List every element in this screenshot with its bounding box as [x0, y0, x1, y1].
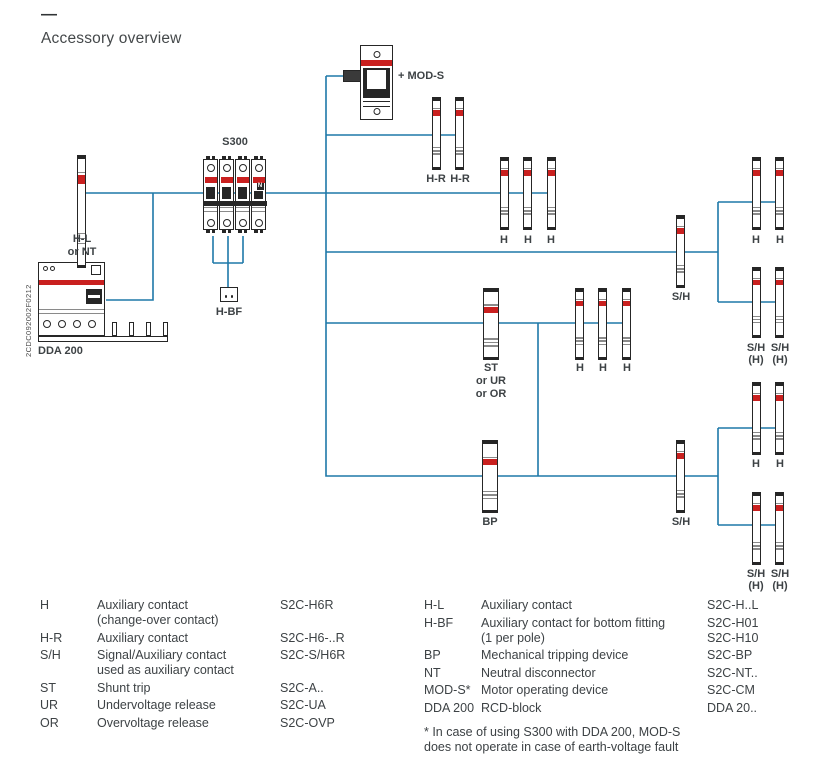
- legend-row-st: [40, 681, 390, 696]
- legend-description: Shunt trip: [97, 680, 151, 695]
- device-h-r-1: [432, 97, 441, 170]
- legend-code: S2C-H6-..R: [280, 630, 345, 645]
- eyebrow-dash: —: [41, 6, 57, 23]
- legend-row-h-r: [40, 631, 390, 646]
- s300-neutral-marker: N: [257, 183, 263, 189]
- legend-term: DDA 200: [424, 700, 475, 715]
- device-mod-s: [360, 45, 393, 120]
- label-s-h-h-lower-1a: S/H: [746, 568, 766, 580]
- legend-term: S/H: [40, 648, 61, 662]
- label-h-upper-2: H: [776, 234, 784, 246]
- label-h-2: H: [524, 234, 532, 246]
- label-st-1: ST: [483, 362, 499, 374]
- legend-code: S2C-H..L: [707, 598, 759, 612]
- label-h-lower-2: H: [776, 458, 784, 470]
- dda-red-band: [39, 280, 104, 285]
- s300-pole-1: [203, 159, 218, 230]
- legend-row-h-l: [424, 598, 786, 613]
- legend-description: Auxiliary contact for bottom fitting (1 per pole): [481, 615, 666, 645]
- din-rail-clip: [112, 322, 117, 336]
- din-rail-clip: [129, 322, 134, 336]
- legend-description: Mechanical tripping device: [481, 648, 629, 662]
- device-h-upper-2: [775, 157, 784, 230]
- device-s-h-h-upper-2: [775, 267, 784, 338]
- legend-description: Undervoltage release: [97, 698, 216, 712]
- device-bp: [482, 440, 498, 513]
- legend-row-or: [40, 716, 390, 731]
- device-h-r-2: [455, 97, 464, 170]
- device-s-h-h-lower-2: [775, 492, 784, 565]
- legend-row-h: [40, 598, 390, 628]
- label-h-4: H: [576, 362, 584, 374]
- device-h-lower-1: [752, 382, 761, 455]
- label-h-5: H: [599, 362, 607, 374]
- label-h-1: H: [500, 234, 508, 246]
- s300-pole-3: [235, 159, 250, 230]
- dda-test-button: [91, 265, 101, 275]
- label-s-h-upper: S/H: [671, 291, 691, 303]
- device-h-bf: [220, 287, 238, 302]
- legend-description: Overvoltage release: [97, 715, 209, 730]
- device-s-h-upper: [676, 215, 685, 288]
- label-h-lower-1: H: [752, 458, 760, 470]
- label-h-r-2: H-R: [450, 173, 470, 185]
- device-dda-200: [38, 262, 170, 344]
- s300-handle-bar: [203, 201, 267, 206]
- mod-s-red-band: [361, 60, 392, 66]
- legend-code: S2C-H6R: [280, 598, 334, 612]
- legend-description: Motor operating device: [481, 683, 609, 697]
- page-title: Accessory overview: [41, 30, 182, 47]
- legend-code: S2C-OVP: [280, 715, 335, 730]
- device-h-1: [500, 157, 509, 230]
- label-s-h-h-upper-2b: (H): [772, 354, 788, 366]
- device-h-lower-2: [775, 382, 784, 455]
- din-rail: [38, 336, 168, 342]
- label-h-3: H: [547, 234, 555, 246]
- mod-s-connector: [343, 70, 361, 82]
- label-h-bf: H-BF: [215, 306, 243, 318]
- legend-row-s-h: [40, 648, 390, 678]
- device-s-h-lower: [676, 440, 685, 513]
- dda-body: [38, 262, 105, 336]
- legend-row-mod-s: [424, 683, 786, 698]
- device-h-6: [622, 288, 631, 360]
- legend-term: BP: [424, 648, 441, 662]
- label-st-2: or UR: [476, 375, 506, 387]
- s300-pole-neutral: [251, 159, 266, 230]
- legend-code: S2C-UA: [280, 698, 326, 712]
- legend-code: S2C-NT..: [707, 665, 758, 680]
- din-rail-clip: [163, 322, 168, 336]
- label-dda-200: DDA 200: [38, 345, 83, 357]
- legend-term: H-R: [40, 630, 63, 645]
- legend-description: Neutral disconnector: [481, 665, 596, 680]
- legend-description: Auxiliary contact (change-over contact): [97, 598, 219, 627]
- label-h-l-2: or NT: [67, 246, 97, 258]
- device-s-h-h-lower-1: [752, 492, 761, 565]
- label-s-h-h-upper-2a: S/H: [770, 342, 790, 354]
- wire: [326, 76, 718, 476]
- legend-code: S2C-BP: [707, 648, 753, 662]
- label-s-h-h-lower-2a: S/H: [770, 568, 790, 580]
- device-s-h-h-upper-1: [752, 267, 761, 338]
- legend-code: DDA 20..: [707, 700, 758, 715]
- device-h-5: [598, 288, 607, 360]
- device-h-4: [575, 288, 584, 360]
- legend-description: Auxiliary contact: [481, 598, 573, 612]
- legend-left-column: [40, 598, 390, 733]
- legend-term: NT: [424, 665, 441, 680]
- mod-s-top-terminal: [373, 51, 380, 58]
- label-s-h-h-lower-1b: (H): [748, 580, 764, 592]
- legend-term: MOD-S*: [424, 683, 471, 697]
- label-s-h-lower: S/H: [671, 516, 691, 528]
- mod-s-bottom-terminal: [373, 108, 380, 115]
- device-h-2: [523, 157, 532, 230]
- legend-description: Signal/Auxiliary contact used as auxiliary contact: [97, 648, 234, 677]
- legend-term: H-L: [424, 598, 445, 612]
- label-mod-s: + MOD-S: [398, 70, 445, 82]
- legend-description: Auxiliary contact: [97, 630, 189, 645]
- legend-term: H: [40, 598, 50, 612]
- legend-row-h-bf: [424, 616, 786, 646]
- label-s-h-h-lower-2b: (H): [772, 580, 788, 592]
- legend-row-dda-200: [424, 701, 786, 716]
- label-h-r-1: H-R: [426, 173, 446, 185]
- s300-pole-2: [219, 159, 234, 230]
- legend-description: RCD-block: [481, 700, 542, 715]
- legend-row-bp: [424, 648, 786, 663]
- device-s300: [203, 156, 267, 233]
- legend-code: S2C-S/H6R: [280, 648, 346, 662]
- legend-term: H-BF: [424, 615, 454, 630]
- label-s-h-h-upper-1a: S/H: [746, 342, 766, 354]
- mod-s-window: [367, 70, 386, 89]
- label-s-h-h-upper-1b: (H): [748, 354, 764, 366]
- label-h-l-1: H-L: [72, 233, 92, 245]
- device-st: [483, 288, 499, 360]
- label-st-3: or OR: [475, 388, 507, 400]
- document-code-vertical: 2CDC092002F0212: [24, 284, 33, 357]
- label-s300: S300: [222, 136, 248, 148]
- label-h-upper-1: H: [752, 234, 760, 246]
- legend-term: OR: [40, 715, 59, 730]
- legend-row-ur: [40, 698, 390, 713]
- legend-right-column: [424, 598, 786, 755]
- device-h-3: [547, 157, 556, 230]
- legend-term: UR: [40, 698, 59, 712]
- legend-term: ST: [40, 680, 56, 695]
- mod-s-body: [363, 68, 390, 98]
- legend-footnote: * In case of using S300 with DDA 200, MOD-S does not operate in case of earth-voltage fault: [424, 724, 681, 754]
- dda-toggle: [86, 289, 102, 304]
- device-h-upper-1: [752, 157, 761, 230]
- label-bp: BP: [482, 516, 498, 528]
- din-rail-clip: [146, 322, 151, 336]
- legend-code: S2C-A..: [280, 680, 324, 695]
- mod-s-slot: [363, 101, 390, 107]
- label-h-6: H: [623, 362, 631, 374]
- legend-code: S2C-CM: [707, 683, 755, 697]
- legend-row-nt: [424, 666, 786, 681]
- legend-code: S2C-H01 S2C-H10: [707, 615, 759, 645]
